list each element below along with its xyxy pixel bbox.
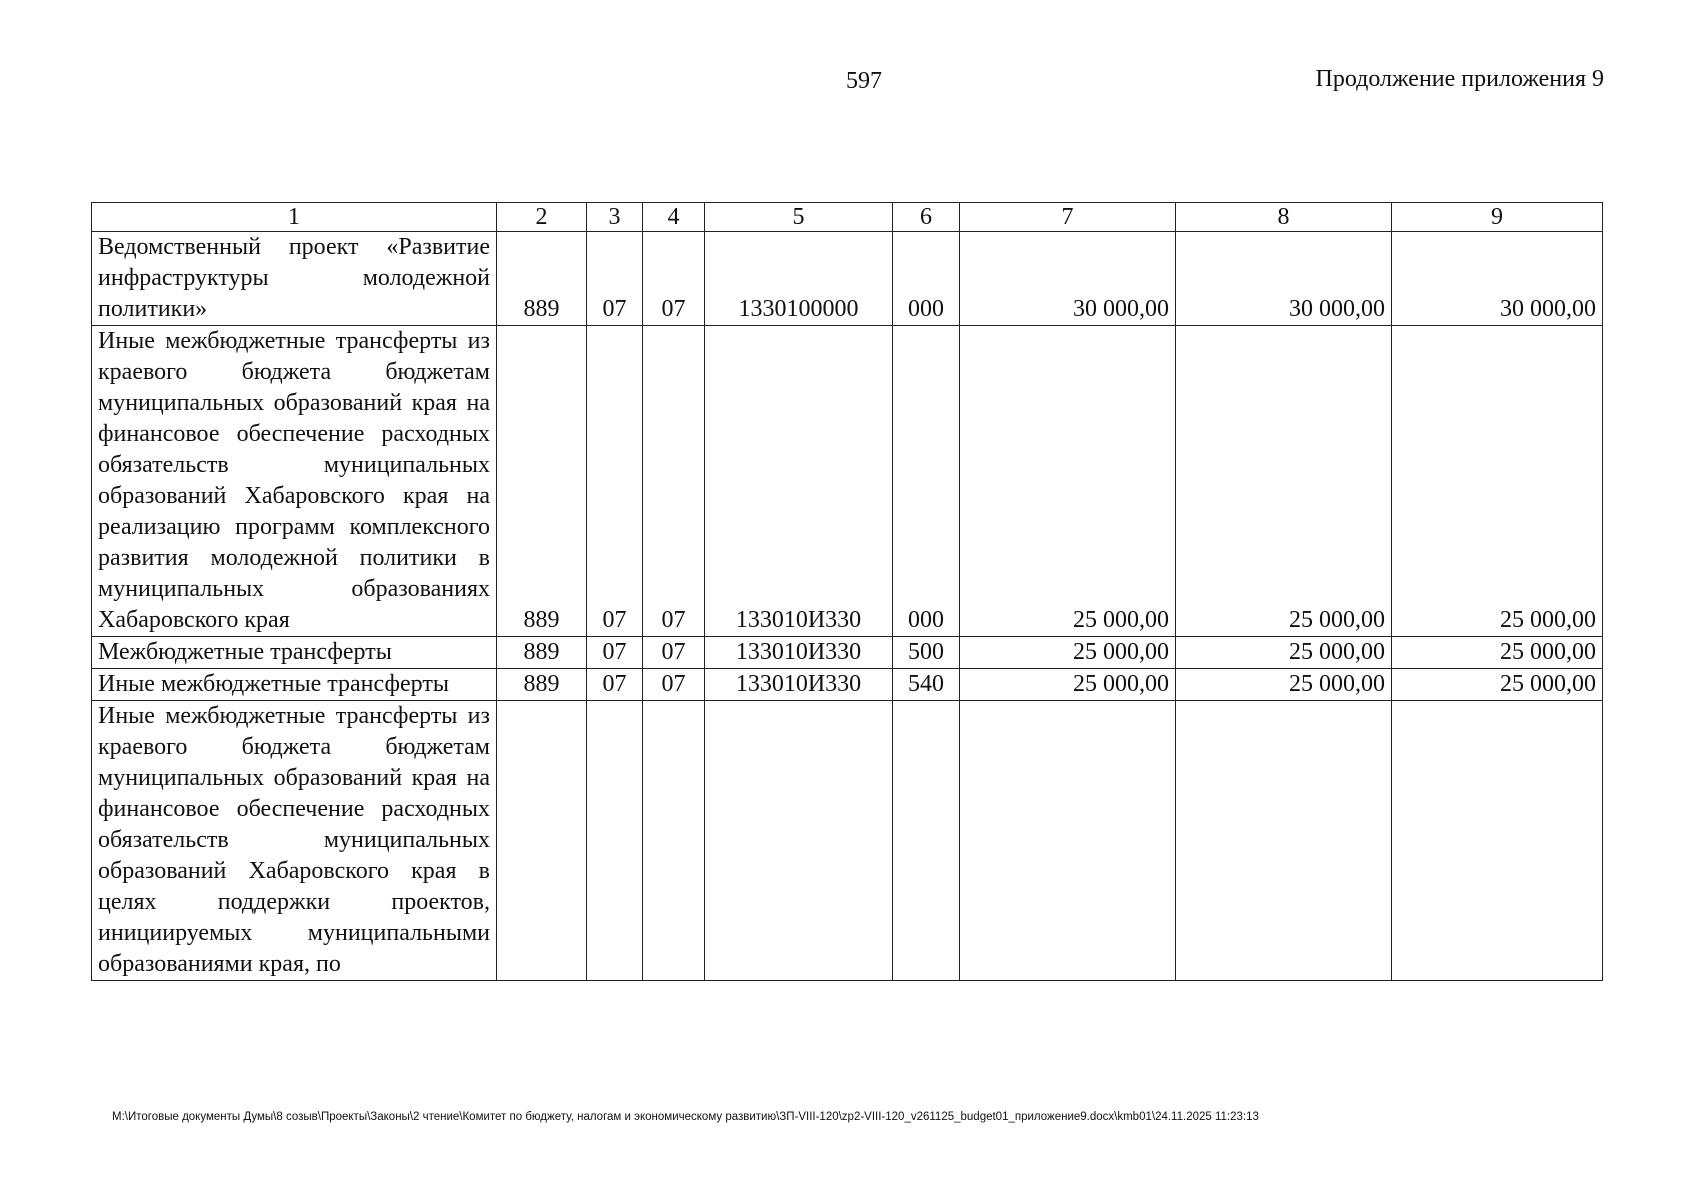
section-code-cell <box>587 701 643 981</box>
amount-cell: 25 000,00 <box>960 326 1176 637</box>
table-row <box>92 669 1603 701</box>
column-header: 8 <box>1176 203 1392 232</box>
subsection-code-cell: 07 <box>643 232 705 326</box>
column-header: 2 <box>497 203 587 232</box>
section-code-cell: 07 <box>587 637 643 669</box>
amount-cell: 25 000,00 <box>1392 669 1603 701</box>
expense-name-cell: Межбюджетные трансферты <box>92 637 497 669</box>
budget-table <box>91 202 1603 981</box>
subsection-code-cell: 07 <box>643 326 705 637</box>
expense-name-cell: Иные межбюджетные трансферты из краевого бюджета бюджетам муниципальных образований края на финансовое обеспечение расходных обязательств муниципальных образований Хабаровского края в целях поддержки проектов, инициируемых муниципальными образованиями края, по <box>92 701 497 981</box>
target-item-cell: 133010И330 <box>705 637 893 669</box>
column-header: 1 <box>92 203 497 232</box>
amount-cell: 25 000,00 <box>1176 637 1392 669</box>
column-header: 7 <box>960 203 1176 232</box>
section-code-cell: 07 <box>587 669 643 701</box>
column-header: 3 <box>587 203 643 232</box>
expense-type-cell: 540 <box>893 669 960 701</box>
ministry-code-cell: 889 <box>497 637 587 669</box>
column-header: 9 <box>1392 203 1603 232</box>
appendix-continuation-note: Продолжение приложения 9 <box>1315 66 1604 92</box>
amount-cell: 25 000,00 <box>1176 326 1392 637</box>
amount-cell <box>1176 701 1392 981</box>
expense-type-cell: 500 <box>893 637 960 669</box>
amount-cell: 30 000,00 <box>1176 232 1392 326</box>
expense-name-cell: Иные межбюджетные трансферты <box>92 669 497 701</box>
expense-name-cell: Иные межбюджетные трансферты из краевого бюджета бюджетам муниципальных образований края на финансовое обеспечение расходных обязательств муниципальных образований Хабаровского края на реализацию программ комплексного развития молодежной политики в муниципальных образованиях Хабаровского края <box>92 326 497 637</box>
subsection-code-cell: 07 <box>643 669 705 701</box>
section-code-cell: 07 <box>587 326 643 637</box>
ministry-code-cell: 889 <box>497 669 587 701</box>
table-row <box>92 637 1603 669</box>
target-item-cell: 1330100000 <box>705 232 893 326</box>
subsection-code-cell <box>643 701 705 981</box>
subsection-code-cell: 07 <box>643 637 705 669</box>
expense-type-cell <box>893 701 960 981</box>
ministry-code-cell: 889 <box>497 326 587 637</box>
column-header: 5 <box>705 203 893 232</box>
target-item-cell <box>705 701 893 981</box>
document-file-path: М:\Итоговые документы Думы\8 созыв\Проекты\Законы\2 чтение\Комитет по бюджету, налогам и экономическому развитию\ЗП-VIII-120\zp2-VIII-120_v261125_budget01_приложение9.docx\kmb01\24.11.2025 11:23:13 <box>112 1111 1259 1123</box>
column-header: 4 <box>643 203 705 232</box>
amount-cell: 25 000,00 <box>960 637 1176 669</box>
page-number: 597 <box>846 68 882 94</box>
expense-type-cell: 000 <box>893 326 960 637</box>
column-number-row <box>92 203 1603 232</box>
amount-cell: 25 000,00 <box>1176 669 1392 701</box>
target-item-cell: 133010И330 <box>705 326 893 637</box>
table-row <box>92 326 1603 637</box>
expense-name-cell: Ведомственный проект «Развитие инфраструктуры молодежной политики» <box>92 232 497 326</box>
amount-cell: 25 000,00 <box>1392 326 1603 637</box>
ministry-code-cell: 889 <box>497 232 587 326</box>
ministry-code-cell <box>497 701 587 981</box>
table-row <box>92 232 1603 326</box>
table-row <box>92 701 1603 981</box>
amount-cell <box>1392 701 1603 981</box>
amount-cell: 25 000,00 <box>1392 637 1603 669</box>
amount-cell <box>960 701 1176 981</box>
column-header: 6 <box>893 203 960 232</box>
section-code-cell: 07 <box>587 232 643 326</box>
amount-cell: 30 000,00 <box>960 232 1176 326</box>
expense-type-cell: 000 <box>893 232 960 326</box>
amount-cell: 30 000,00 <box>1392 232 1603 326</box>
target-item-cell: 133010И330 <box>705 669 893 701</box>
amount-cell: 25 000,00 <box>960 669 1176 701</box>
